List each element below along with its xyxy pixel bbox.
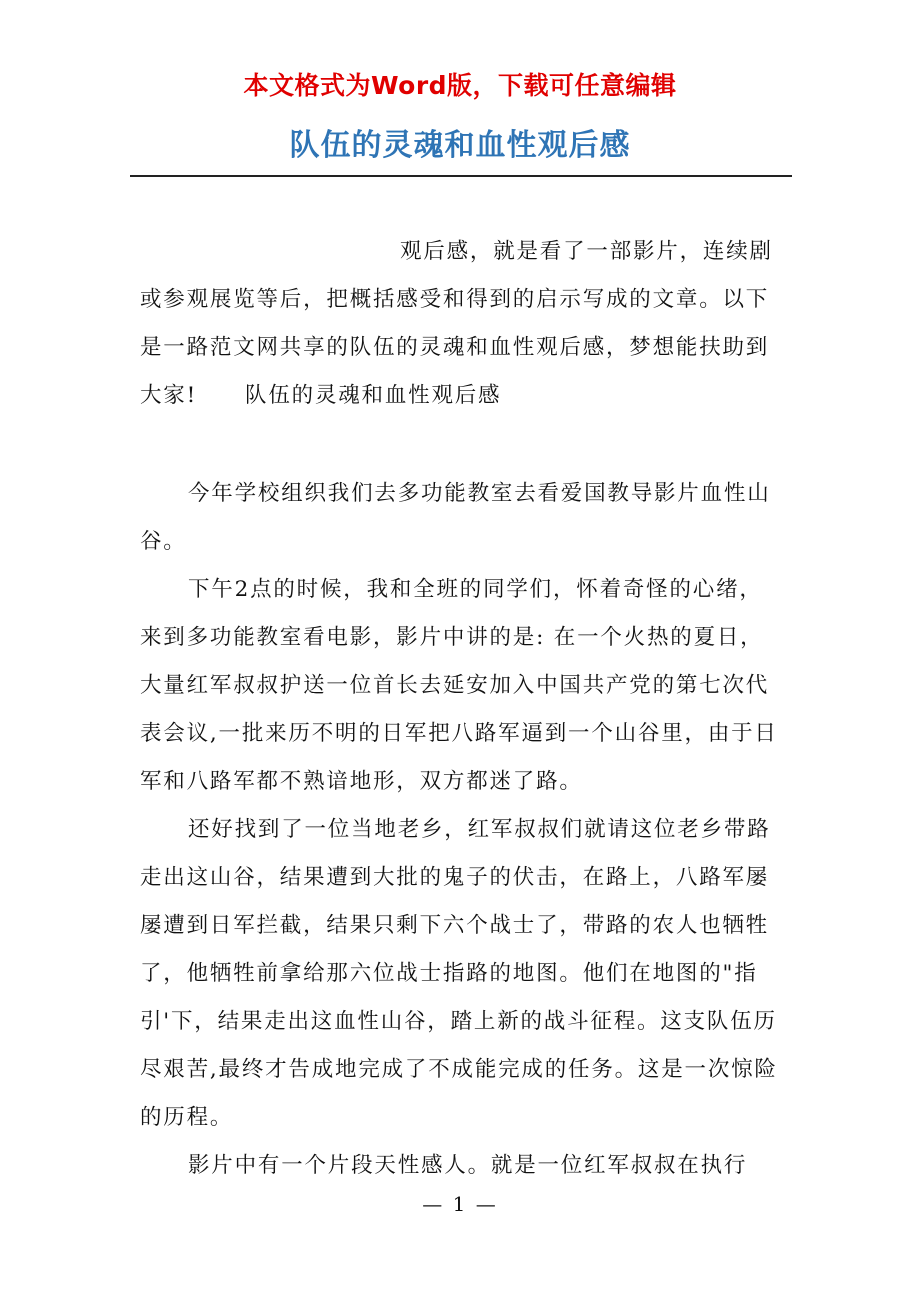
format-banner: 本文格式为Word版，下载可任意编辑: [243, 71, 677, 100]
intro-subtitle: 队伍的灵魂和血性观后感: [245, 383, 502, 408]
page-number: — 1 —: [422, 1192, 498, 1216]
document-title: 队伍的灵魂和血性观后感: [289, 128, 631, 163]
intro-lead-text: 观后感，就是看了一部影片，连续剧或参观展览等后，把概括感受和得到的启示写成的文章。以下是一路范文网共享的队伍的灵魂和血性观后感，梦想能扶助到大家!: [140, 239, 773, 408]
body-paragraph-1: 今年学校组织我们去多功能教室去看爱国教导影片血性山谷。: [140, 481, 771, 554]
intro-paragraph: [140, 228, 785, 420]
body-paragraph-2: 下午2点的时候，我和全班的同学们，怀着奇怪的心绪，来到多功能教室看电影，影片中讲的是: 在一个火热的夏日，大量红军叔叔护送一位首长去延安加入中国共产党的第七次代表会议,一批来历不明的日军把八路军逼到一个山谷里，由于日军和八路军都不熟谙地形，双方都迷了路。: [140, 577, 778, 794]
title-divider: [130, 175, 792, 177]
body-paragraph-3: 还好找到了一位当地老乡，红军叔叔们就请这位老乡带路走出这山谷，结果遭到大批的鬼子的伏击，在路上，八路军屡屡遭到日军拦截，结果只剩下六个战士了，带路的农人也牺牲了，他牺牲前拿给那六位战士指路的地图。他们在地图的"指引'下，结果走出这血性山谷，踏上新的战斗征程。这支队伍历尽艰苦,最终才告成地完成了不成能完成的任务。这是一次惊险的历程。: [140, 817, 778, 1130]
body-paragraph-4: 影片中有一个片段天性感人。就是一位红军叔叔在执行: [188, 1153, 748, 1178]
